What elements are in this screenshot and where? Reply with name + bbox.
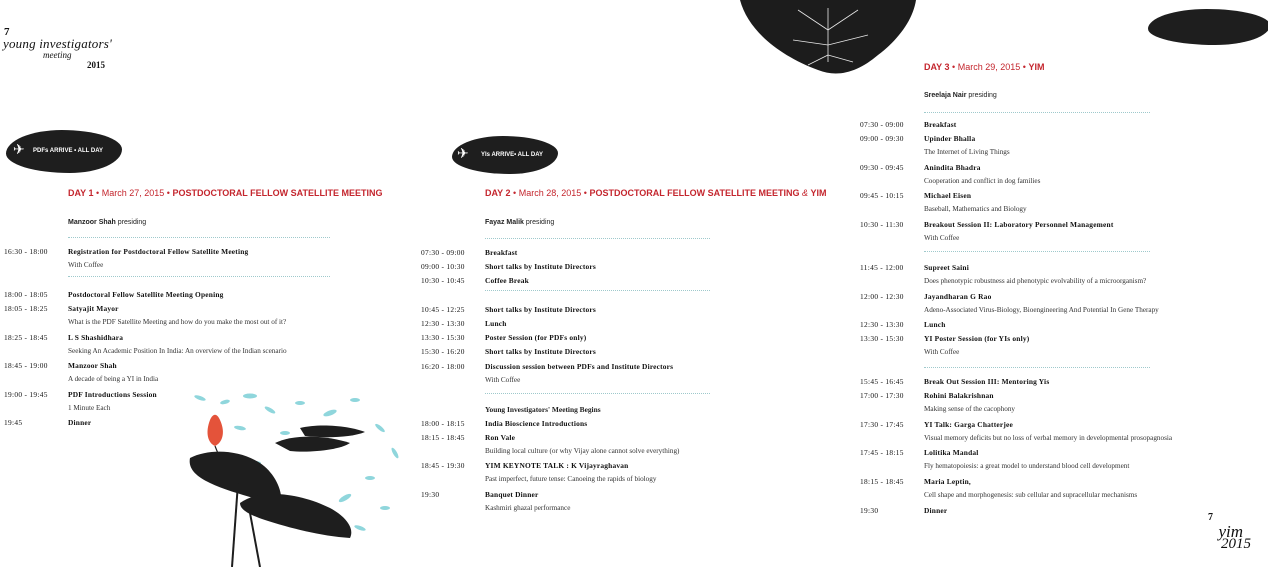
schedule-detail: A decade of being a YI in India [68, 375, 159, 383]
day2-heading: DAY 2 • March 28, 2015 • POSTDOCTORAL FELLOW SATELLITE MEETING & YIM [485, 188, 827, 198]
schedule-detail: Building local culture (or why Vijay alone cannot solve everything) [485, 447, 680, 455]
schedule-event: Rohini Balakrishnan [924, 391, 994, 400]
yim-begins-heading: Young Investigators' Meeting Begins [485, 405, 601, 414]
schedule-time: 07:30 - 09:00 [421, 248, 465, 257]
schedule-event: Lolitika Mandal [924, 448, 979, 457]
schedule-time: 17:45 - 18:15 [860, 448, 904, 457]
schedule-time: 16:30 - 18:00 [4, 247, 48, 256]
lotus-leaf-illustration-top [738, 0, 918, 78]
schedule-event: Postdoctoral Fellow Satellite Meeting Opening [68, 290, 224, 299]
day1-presiding: Manzoor Shah presiding [68, 219, 147, 226]
divider [68, 276, 330, 277]
schedule-detail: The Internet of Living Things [924, 148, 1010, 156]
schedule-detail: What is the PDF Satellite Meeting and how do you make the most out of it? [68, 318, 287, 326]
schedule-detail: Cooperation and conflict in dog families [924, 177, 1041, 185]
divider [68, 237, 330, 238]
pdf-arrival-badge [6, 130, 122, 173]
schedule-event: Anindita Bhadra [924, 163, 981, 172]
yi-arrival-label: YIs ARRIVE• ALL DAY [481, 152, 544, 158]
schedule-event: India Bioscience Introductions [485, 419, 588, 428]
schedule-time: 18:15 - 18:45 [421, 433, 465, 442]
schedule-time: 19:00 - 19:45 [4, 390, 48, 399]
schedule-time: 16:20 - 18:00 [421, 362, 465, 371]
schedule-event: Manzoor Shah [68, 361, 117, 370]
schedule-time: 09:45 - 10:15 [860, 191, 904, 200]
schedule-event: YI Poster Session (for YIs only) [924, 334, 1030, 343]
schedule-detail: 1 Minute Each [68, 404, 111, 412]
schedule-detail: With Coffee [924, 348, 960, 356]
schedule-time: 13:30 - 15:30 [421, 333, 465, 342]
schedule-event: Dinner [924, 506, 948, 515]
schedule-time: 19:45 [4, 418, 23, 427]
schedule-time: 18:00 - 18:15 [421, 419, 465, 428]
schedule-time: 10:30 - 11:30 [860, 220, 904, 229]
logo-line1: young investigators' [3, 36, 112, 51]
schedule-time: 12:00 - 12:30 [860, 292, 904, 301]
schedule-event: Break Out Session III: Mentoring Yis [924, 377, 1050, 386]
schedule-event: Discussion session between PDFs and Institute Directors [485, 362, 674, 371]
schedule-event: Short talks by Institute Directors [485, 262, 596, 271]
schedule-event: Breakout Session II: Laboratory Personnel Management [924, 220, 1114, 229]
schedule-time: 09:00 - 09:30 [860, 134, 904, 143]
divider [485, 290, 710, 291]
logo-line2: meeting [43, 50, 72, 60]
schedule-time: 09:00 - 10:30 [421, 262, 465, 271]
schedule-event: Dinner [68, 418, 92, 427]
schedule-time: 18:45 - 19:00 [4, 361, 48, 370]
schedule-event: Short talks by Institute Directors [485, 347, 596, 356]
divider [485, 238, 710, 239]
schedule-time: 12:30 - 13:30 [421, 319, 465, 328]
pdf-arrival-label: PDFs ARRIVE • ALL DAY [33, 148, 104, 154]
schedule-detail: Baseball, Mathematics and Biology [924, 205, 1027, 213]
logo-year: 2015 [87, 60, 105, 70]
schedule-time: 07:30 - 09:00 [860, 120, 904, 129]
schedule-event: Satyajit Mayor [68, 304, 119, 313]
schedule-detail: Does phenotypic robustness aid phenotypic evolvability of a microorganism? [924, 277, 1147, 285]
schedule-time: 18:00 - 18:05 [4, 290, 48, 299]
schedule-time: 11:45 - 12:00 [860, 263, 904, 272]
schedule-event: Breakfast [485, 248, 518, 257]
lotus-fish-illustration [180, 388, 415, 567]
schedule-time: 17:30 - 17:45 [860, 420, 904, 429]
schedule-event: PDF Introductions Session [68, 390, 157, 399]
schedule-detail: Cell shape and morphogenesis: sub cellular and supracellular mechanisms [924, 491, 1138, 499]
schedule-detail: Adeno-Associated Virus-Biology, Bioengineering And Potential In Gene Therapy [924, 306, 1159, 314]
schedule-event: YI Talk: Garga Chatterjee [924, 420, 1013, 429]
yim-logo-small [1201, 512, 1251, 562]
schedule-detail: With Coffee [485, 376, 521, 384]
schedule-event: Short talks by Institute Directors [485, 305, 596, 314]
schedule-time: 12:30 - 13:30 [860, 320, 904, 329]
day3-heading: DAY 3 • March 29, 2015 • YIM [924, 62, 1045, 72]
divider [924, 251, 1150, 252]
divider [924, 367, 1150, 368]
yim-logo [3, 26, 123, 74]
ink-blob-decoration [1148, 9, 1268, 45]
schedule-event: Registration for Postdoctoral Fellow Satellite Meeting [68, 247, 249, 256]
schedule-event: Ron Vale [485, 433, 516, 442]
schedule-time: 15:30 - 16:20 [421, 347, 465, 356]
schedule-event: Upinder Bhalla [924, 134, 976, 143]
schedule-detail: Past imperfect, future tense: Canoeing the rapids of biology [485, 475, 657, 483]
schedule-event: Breakfast [924, 120, 957, 129]
schedule-event: Supreet Saini [924, 263, 969, 272]
airplane-icon: ✈ [457, 146, 469, 162]
schedule-time: 18:45 - 19:30 [421, 461, 465, 470]
schedule-time: 19:30 [421, 490, 440, 499]
schedule-time: 09:30 - 09:45 [860, 163, 904, 172]
day3-presiding: Sreelaja Nair presiding [924, 92, 997, 99]
schedule-detail: Fly hematopoiesis: a great model to understand blood cell development [924, 462, 1130, 470]
schedule-event: L S Shashidhara [68, 333, 124, 342]
divider [924, 112, 1150, 113]
schedule-time: 13:30 - 15:30 [860, 334, 904, 343]
schedule-time: 17:00 - 17:30 [860, 391, 904, 400]
schedule-time: 10:45 - 12:25 [421, 305, 465, 314]
schedule-event: Lunch [924, 320, 946, 329]
schedule-event: Michael Eisen [924, 191, 972, 200]
logo2-text: yim [1218, 522, 1243, 541]
schedule-detail: Seeking An Academic Position In India: An overview of the Indian scenario [68, 347, 287, 355]
logo2-number: 7 [1208, 512, 1213, 523]
schedule-event: Jayandharan G Rao [924, 292, 992, 301]
schedule-time: 18:05 - 18:25 [4, 304, 48, 313]
schedule-detail: Making sense of the cacophony [924, 405, 1016, 413]
schedule-detail: Kashmiri ghazal performance [485, 504, 571, 512]
schedule-time: 15:45 - 16:45 [860, 377, 904, 386]
airplane-icon: ✈ [13, 142, 25, 158]
logo2-year: 2015 [1221, 536, 1251, 552]
schedule-event: Coffee Break [485, 276, 529, 285]
schedule-detail: With Coffee [68, 261, 104, 269]
yi-arrival-badge [452, 136, 558, 174]
logo-number: 7 [4, 26, 10, 38]
schedule-detail: Visual memory deficits but no loss of verbal memory in developmental prosopagnosia [924, 434, 1173, 442]
schedule-event: Lunch [485, 319, 507, 328]
schedule-event: YIM KEYNOTE TALK : K Vijayraghavan [485, 461, 629, 470]
schedule-time: 18:25 - 18:45 [4, 333, 48, 342]
schedule-time: 18:15 - 18:45 [860, 477, 904, 486]
divider [485, 393, 710, 394]
schedule-event: Banquet Dinner [485, 490, 539, 499]
schedule-event: Maria Leptin, [924, 477, 971, 486]
schedule-event: Poster Session (for PDFs only) [485, 333, 587, 342]
day2-presiding: Fayaz Malik presiding [485, 219, 555, 226]
day1-heading: DAY 1 • March 27, 2015 • POSTDOCTORAL FELLOW SATELLITE MEETING [68, 188, 383, 198]
schedule-detail: With Coffee [924, 234, 960, 242]
schedule-time: 19:30 [860, 506, 879, 515]
schedule-time: 10:30 - 10:45 [421, 276, 465, 285]
